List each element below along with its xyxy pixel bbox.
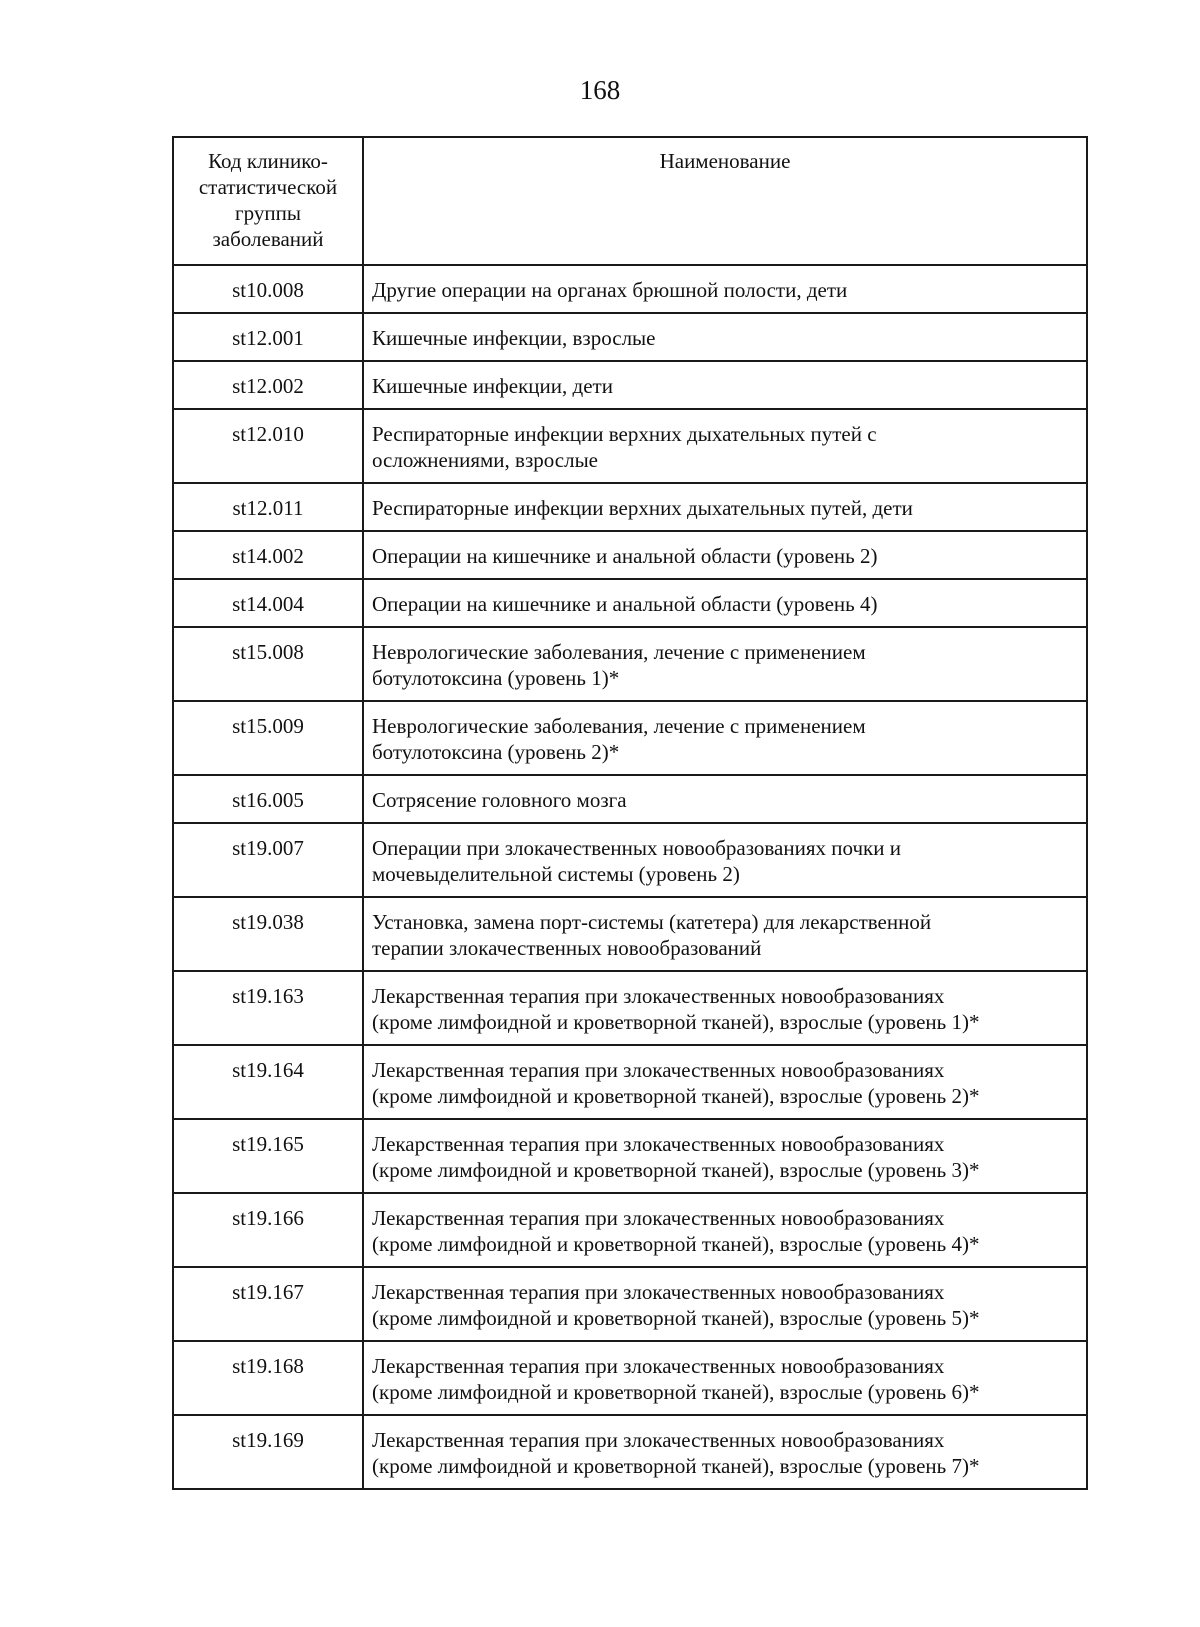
cell-name-line: ботулотоксина (уровень 1)*	[372, 666, 620, 690]
table-row	[173, 361, 1087, 409]
cell-code: st19.166	[173, 1193, 363, 1267]
cell-name	[363, 1119, 1087, 1193]
cell-name	[363, 1415, 1087, 1489]
cell-name	[363, 1267, 1087, 1341]
table-row	[173, 775, 1087, 823]
table-row	[173, 265, 1087, 313]
cell-name-line: (кроме лимфоидной и кроветворной тканей), взрослые (уровень 7)*	[372, 1454, 980, 1478]
cell-name-line: Сотрясение головного мозга	[372, 788, 627, 812]
cell-code: st12.002	[173, 361, 363, 409]
header-code-line: заболеваний	[212, 227, 324, 251]
table-row	[173, 971, 1087, 1045]
cell-name-line: ботулотоксина (уровень 2)*	[372, 740, 620, 764]
cell-name	[363, 1045, 1087, 1119]
cell-name-line: Лекарственная терапия при злокачественных новообразованиях	[372, 1206, 945, 1230]
cell-name-line: (кроме лимфоидной и кроветворной тканей), взрослые (уровень 3)*	[372, 1158, 980, 1182]
cell-name	[363, 579, 1087, 627]
cell-name-line: Операции на кишечнике и анальной области (уровень 2)	[372, 544, 878, 568]
table-row	[173, 627, 1087, 701]
cell-name	[363, 531, 1087, 579]
table-row	[173, 579, 1087, 627]
cell-code: st10.008	[173, 265, 363, 313]
cell-name-line: Лекарственная терапия при злокачественных новообразованиях	[372, 1132, 945, 1156]
cell-code: st19.165	[173, 1119, 363, 1193]
column-header-code	[173, 137, 363, 265]
cell-name-line: Неврологические заболевания, лечение с применением	[372, 714, 866, 738]
page-number: 168	[579, 75, 621, 105]
kpg-table	[172, 136, 1088, 1490]
table-row	[173, 313, 1087, 361]
cell-name-line: (кроме лимфоидной и кроветворной тканей), взрослые (уровень 2)*	[372, 1084, 980, 1108]
cell-name	[363, 1193, 1087, 1267]
header-code-line: группы	[235, 201, 301, 225]
table-row	[173, 1341, 1087, 1415]
cell-code: st14.002	[173, 531, 363, 579]
table-row	[173, 823, 1087, 897]
cell-code: st12.011	[173, 483, 363, 531]
table-row	[173, 483, 1087, 531]
cell-code: st19.007	[173, 823, 363, 897]
cell-code: st19.038	[173, 897, 363, 971]
cell-name-line: (кроме лимфоидной и кроветворной тканей), взрослые (уровень 6)*	[372, 1380, 980, 1404]
cell-code: st12.010	[173, 409, 363, 483]
cell-code: st12.001	[173, 313, 363, 361]
cell-code: st19.169	[173, 1415, 363, 1489]
cell-code: st15.008	[173, 627, 363, 701]
header-code-line: Код клинико-	[208, 149, 328, 173]
cell-name	[363, 701, 1087, 775]
cell-name-line: Операции на кишечнике и анальной области (уровень 4)	[372, 592, 878, 616]
cell-code: st15.009	[173, 701, 363, 775]
cell-name	[363, 775, 1087, 823]
cell-name-line: мочевыделительной системы (уровень 2)	[372, 862, 740, 886]
cell-code: st19.168	[173, 1341, 363, 1415]
cell-name-line: Установка, замена порт-системы (катетера) для лекарственной	[372, 910, 932, 934]
cell-code: st19.163	[173, 971, 363, 1045]
cell-name	[363, 361, 1087, 409]
table-row	[173, 1267, 1087, 1341]
cell-name-line: терапии злокачественных новообразований	[372, 936, 762, 960]
cell-code: st14.004	[173, 579, 363, 627]
cell-name	[363, 823, 1087, 897]
cell-name	[363, 483, 1087, 531]
table-row	[173, 701, 1087, 775]
table-row	[173, 1119, 1087, 1193]
cell-name	[363, 627, 1087, 701]
table-row	[173, 1045, 1087, 1119]
table-row	[173, 1415, 1087, 1489]
cell-name	[363, 313, 1087, 361]
cell-name-line: Лекарственная терапия при злокачественных новообразованиях	[372, 1354, 945, 1378]
cell-name-line: Кишечные инфекции, дети	[372, 374, 613, 398]
cell-name-line: Респираторные инфекции верхних дыхательных путей, дети	[372, 496, 913, 520]
cell-name-line: Лекарственная терапия при злокачественных новообразованиях	[372, 984, 945, 1008]
cell-name-line: (кроме лимфоидной и кроветворной тканей), взрослые (уровень 4)*	[372, 1232, 980, 1256]
cell-name-line: Кишечные инфекции, взрослые	[372, 326, 656, 350]
table-header-row	[173, 137, 1087, 265]
table-row	[173, 531, 1087, 579]
cell-name-line: Респираторные инфекции верхних дыхательных путей с	[372, 422, 877, 446]
cell-name	[363, 897, 1087, 971]
cell-name	[363, 409, 1087, 483]
cell-name-line: Операции при злокачественных новообразованиях почки и	[372, 836, 901, 860]
table-row	[173, 1193, 1087, 1267]
cell-name-line: осложнениями, взрослые	[372, 448, 598, 472]
cell-code: st16.005	[173, 775, 363, 823]
cell-name-line: (кроме лимфоидной и кроветворной тканей), взрослые (уровень 5)*	[372, 1306, 980, 1330]
cell-name	[363, 265, 1087, 313]
cell-name-line: Неврологические заболевания, лечение с применением	[372, 640, 866, 664]
cell-code: st19.167	[173, 1267, 363, 1341]
table-body	[173, 265, 1087, 1489]
column-header-name: Наименование	[363, 137, 1087, 265]
header-code-line: статистической	[198, 175, 338, 199]
cell-name	[363, 1341, 1087, 1415]
table-row	[173, 409, 1087, 483]
cell-code: st19.164	[173, 1045, 363, 1119]
cell-name-line: Лекарственная терапия при злокачественных новообразованиях	[372, 1280, 945, 1304]
cell-name-line: Лекарственная терапия при злокачественных новообразованиях	[372, 1428, 945, 1452]
cell-name	[363, 971, 1087, 1045]
cell-name-line: (кроме лимфоидной и кроветворной тканей), взрослые (уровень 1)*	[372, 1010, 980, 1034]
cell-name-line: Лекарственная терапия при злокачественных новообразованиях	[372, 1058, 945, 1082]
table-row	[173, 897, 1087, 971]
cell-name-line: Другие операции на органах брюшной полости, дети	[372, 278, 848, 302]
